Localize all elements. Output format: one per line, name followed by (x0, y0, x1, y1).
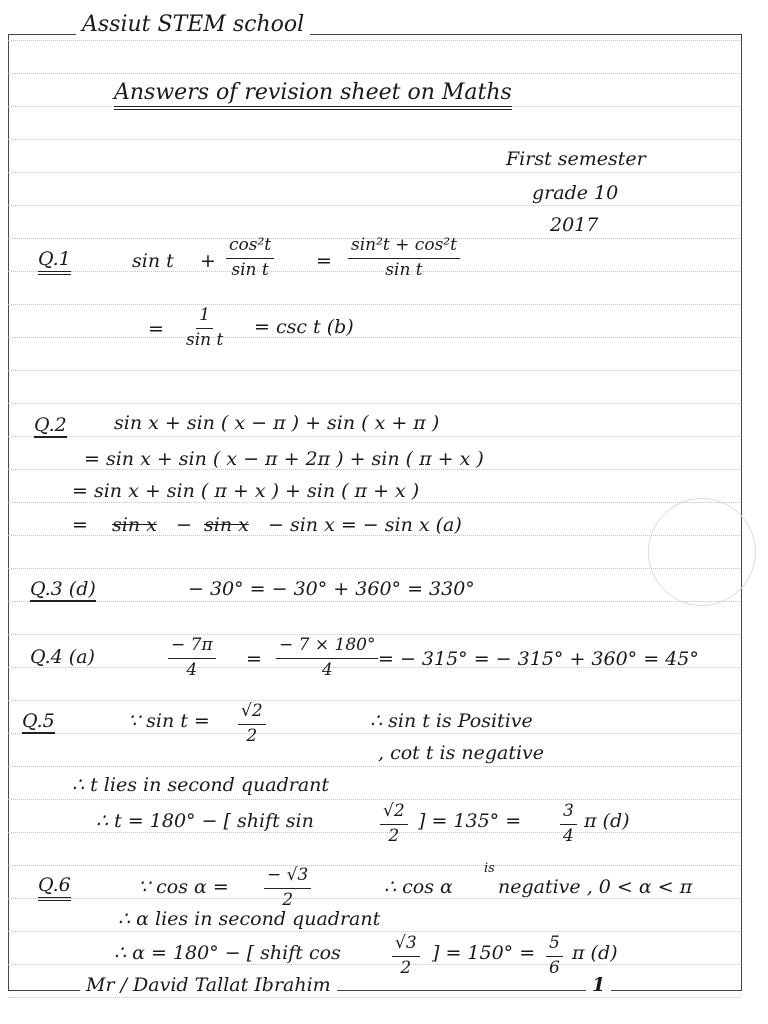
q5-line-3a: ∴ t = 180° − [ shift sin (96, 810, 314, 832)
ruled-line (8, 73, 740, 74)
q1-plus: + (200, 250, 216, 272)
q5-line-3c: π (d) (584, 810, 630, 832)
q6-line-3a: ∴ α = 180° − [ shift cos (114, 942, 341, 964)
q6-inner-fraction-den: 2 (400, 957, 412, 978)
ruled-line (8, 403, 740, 404)
q5-reason-1: ∴ sin t is Positive (370, 710, 533, 732)
ruled-line (8, 865, 740, 866)
sheet-title: Answers of revision sheet on Maths (114, 82, 512, 110)
q1-equals-1: = (316, 250, 332, 272)
ruled-line (8, 601, 740, 602)
q5-given-fraction-num: √2 (238, 702, 266, 725)
q2-line-3: = sin x + sin ( π + x ) + sin ( π + x ) (72, 480, 420, 502)
q6-reason-b: negative , 0 < α < π (498, 876, 693, 898)
q2-line-4-minus: − (176, 514, 192, 536)
q6-line-3b: ] = 150° = (432, 942, 536, 964)
q1-result: = csc t (b) (254, 316, 354, 338)
ruled-line (8, 766, 740, 767)
school-name: Assiut STEM school (76, 14, 310, 36)
ruled-line (8, 931, 740, 932)
q4-fraction-2 (276, 636, 378, 680)
q1-fraction-1 (226, 236, 274, 280)
q5-inner-fraction (380, 802, 408, 846)
q5-answer-fraction (560, 802, 577, 846)
q6-reason-is: is (484, 861, 495, 876)
q4-rest: = − 315° = − 315° + 360° = 45° (378, 648, 699, 670)
teacher-name: Mr / David Tallat Ibrahim (80, 976, 337, 995)
ruled-line (8, 436, 740, 437)
q6-inner-fraction (392, 934, 420, 978)
q2-line-4-equals: = (72, 514, 88, 536)
q5-reason-2: , cot t is negative (378, 742, 545, 764)
q6-line-3c: π (d) (572, 942, 618, 964)
q2-cancelled-term-2: sin x (204, 514, 249, 536)
q1-fraction-2-num: sin²t + cos²t (348, 236, 460, 259)
ruled-line (8, 40, 740, 41)
q6-answer-fraction-den: 6 (549, 957, 560, 978)
q2-cancelled-term-1: sin x (112, 514, 157, 536)
ruled-line (8, 997, 740, 998)
q1-fraction-3-den: sin t (186, 329, 224, 350)
q6-given-fraction-num: − √3 (264, 866, 311, 889)
q4-equals-1: = (246, 648, 262, 670)
ruled-line (8, 337, 740, 338)
q1-fraction-1-den: sin t (231, 259, 269, 280)
q1-label: Q.1 (38, 250, 71, 275)
page-border (8, 34, 742, 991)
q4-fraction-1-num: − 7π (168, 636, 216, 659)
q5-answer-fraction-den: 4 (563, 825, 574, 846)
q6-reason-a: ∴ cos α (384, 876, 453, 898)
ruled-line (8, 733, 740, 734)
ruled-line (8, 832, 740, 833)
q6-given-fraction (264, 866, 311, 910)
q5-given-fraction (238, 702, 266, 746)
q1-fraction-2-den: sin t (385, 259, 423, 280)
q5-inner-fraction-num: √2 (380, 802, 408, 825)
q3-work: − 30° = − 30° + 360° = 330° (188, 578, 475, 600)
ruled-line (8, 205, 740, 206)
q4-fraction-2-den: 4 (321, 659, 333, 680)
q6-answer-fraction-num: 5 (546, 934, 563, 957)
q1-fraction-3 (186, 306, 223, 350)
ruled-line (8, 898, 740, 899)
q6-given-fraction-den: 2 (282, 889, 294, 910)
q3-label: Q.3 (d) (30, 578, 96, 600)
q2-label: Q.2 (34, 414, 67, 436)
ruled-line (8, 964, 740, 965)
ruled-line (8, 502, 740, 503)
q6-given: ∵ cos α = (138, 876, 229, 898)
q1-equals-2: = (148, 318, 164, 340)
q6-label: Q.6 (38, 876, 71, 901)
year-label: 2017 (550, 214, 599, 236)
q5-given: ∵ sin t = (128, 710, 210, 732)
q4-fraction-1-den: 4 (186, 659, 198, 680)
ruled-line (8, 568, 740, 569)
q2-line-2: = sin x + sin ( x − π + 2π ) + sin ( π + x ) (84, 448, 484, 470)
q1-sint: sin t (132, 250, 174, 272)
faint-circle-mark (648, 498, 756, 606)
ruled-line (8, 799, 740, 800)
q2-line-1: sin x + sin ( x − π ) + sin ( x + π ) (114, 412, 440, 434)
q5-line-2: ∴ t lies in second quadrant (72, 774, 330, 796)
q5-given-fraction-den: 2 (246, 725, 258, 746)
q5-inner-fraction-den: 2 (388, 825, 400, 846)
ruled-line (8, 172, 740, 173)
q4-label: Q.4 (a) (30, 646, 95, 668)
q1-fraction-2 (348, 236, 460, 280)
q6-inner-fraction-num: √3 (392, 934, 420, 957)
q4-fraction-2-num: − 7 × 180° (276, 636, 378, 659)
q6-line-2: ∴ α lies in second quadrant (118, 908, 381, 930)
q5-answer-fraction-num: 3 (560, 802, 577, 825)
q5-label: Q.5 (22, 710, 55, 732)
q1-fraction-1-num: cos²t (226, 236, 274, 259)
ruled-line (8, 304, 740, 305)
semester-label: First semester (506, 148, 646, 170)
ruled-line (8, 370, 740, 371)
q2-line-4-rest: − sin x = − sin x (a) (268, 514, 462, 536)
q5-line-3b: ] = 135° = (418, 810, 522, 832)
q4-fraction-1 (168, 636, 216, 680)
q6-answer-fraction (546, 934, 563, 978)
ruled-line (8, 700, 740, 701)
grade-label: grade 10 (532, 182, 619, 204)
page-number: 1 (586, 976, 611, 995)
q1-fraction-3-num: 1 (196, 306, 213, 329)
ruled-line (8, 139, 740, 140)
